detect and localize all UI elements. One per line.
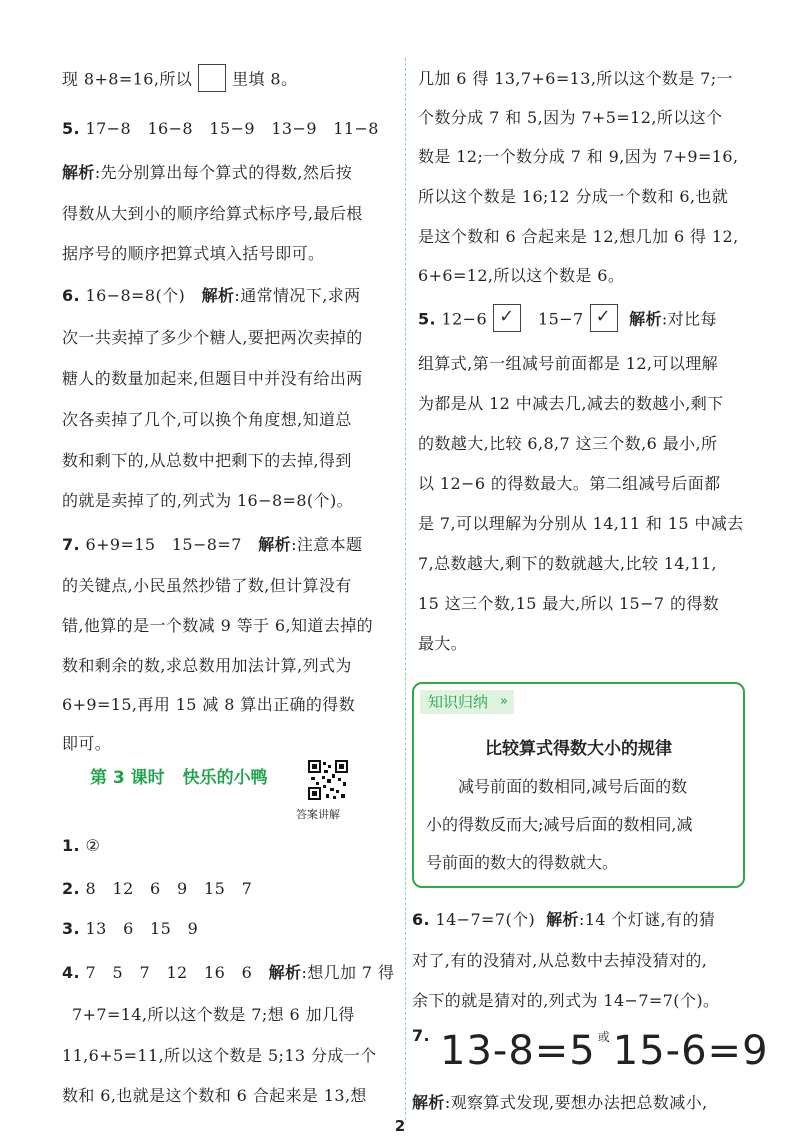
question-6-right bbox=[412, 907, 715, 930]
question-number: 6. bbox=[412, 910, 431, 929]
answer-text: 17−8 16−8 15−9 13−9 11−8 bbox=[85, 119, 379, 138]
analysis-line bbox=[62, 366, 363, 389]
question-number: 5. bbox=[418, 309, 437, 329]
answer-text: 6+9=15 15−8=7 bbox=[85, 535, 242, 554]
question-5 bbox=[62, 116, 379, 139]
analysis-line bbox=[62, 573, 352, 596]
question-7 bbox=[62, 532, 362, 555]
or-label: 或 bbox=[597, 1030, 611, 1044]
analysis-text: 6+6=12,所以这个数是 6。 bbox=[418, 266, 625, 285]
answer-text: 16−8=8(个) bbox=[85, 286, 186, 305]
analysis-text: 错,他算的是一个数减 9 等于 6,知道去掉的 bbox=[62, 616, 373, 635]
analysis-line bbox=[418, 105, 722, 128]
page-number: 2 bbox=[394, 1117, 406, 1135]
question-number: 5. bbox=[62, 119, 81, 138]
answer-text: 7 5 7 12 16 6 bbox=[85, 963, 253, 982]
analysis-line bbox=[418, 391, 724, 414]
analysis-text: 所以这个数是 16;12 分成一个数和 6,也就 bbox=[418, 187, 729, 206]
knowledge-tag bbox=[420, 690, 514, 714]
answer-text: 里填 8。 bbox=[232, 69, 298, 89]
blank-box bbox=[198, 64, 226, 92]
analysis-label: 解析 bbox=[412, 1093, 445, 1112]
analysis-text: 组算式,第一组减号前面都是 12,可以理解 bbox=[418, 354, 719, 373]
analysis-text: 得数从大到小的顺序给算式标序号,最后根 bbox=[62, 204, 363, 223]
analysis-text: 的就是卖掉了的,列式为 16−8=8(个)。 bbox=[62, 491, 353, 510]
analysis-text: :对比每 bbox=[661, 309, 717, 329]
analysis-line bbox=[62, 1083, 367, 1106]
analysis-line bbox=[412, 988, 719, 1011]
analysis-line bbox=[418, 551, 717, 574]
question-number: 6. bbox=[62, 286, 81, 305]
analysis-line bbox=[62, 201, 363, 224]
analysis-line bbox=[418, 511, 744, 534]
analysis-text: 次各卖掉了几个,可以换个角度想,知道总 bbox=[62, 410, 352, 429]
answer-4-tail bbox=[62, 66, 297, 94]
knowledge-title: 比较算式得数大小的规律 bbox=[485, 739, 672, 759]
analysis-line bbox=[418, 591, 719, 614]
analysis-text: 数和剩下的,从总数中把剩下的去掉,得到 bbox=[62, 451, 352, 470]
column-divider bbox=[405, 58, 406, 1120]
analysis-line bbox=[62, 407, 352, 430]
analysis-line bbox=[62, 731, 111, 754]
analysis-text: 个数分成 7 和 5,因为 7+5=12,所以这个 bbox=[418, 108, 723, 127]
answer-2 bbox=[62, 876, 252, 899]
analysis-text: 数和 6,也就是这个数和 6 合起来是 13,想 bbox=[62, 1086, 367, 1105]
analysis-line bbox=[62, 1043, 377, 1066]
analysis-text: :14 个灯谜,有的猜 bbox=[578, 910, 716, 929]
analysis-line bbox=[418, 431, 717, 454]
handwritten-equation: 15-6=9 bbox=[612, 1028, 769, 1074]
answer-text: 现 8+8=16,所以 bbox=[62, 69, 193, 89]
handwritten-answer bbox=[440, 1028, 769, 1074]
knowledge-text: 小的得数反而大;减号后面的数相同,减 bbox=[426, 815, 693, 834]
lesson-heading bbox=[90, 763, 286, 788]
knowledge-summary-box bbox=[412, 682, 745, 888]
analysis-line bbox=[62, 613, 373, 636]
analysis-text: 为都是从 12 中减去几,减去的数越小,剩下 bbox=[418, 394, 724, 413]
qr-caption: 答案讲解 bbox=[296, 808, 340, 821]
analysis-label: 解析 bbox=[62, 163, 95, 182]
analysis-text: 7+7=14,所以这个数是 7;想 6 加几得 bbox=[72, 1005, 355, 1024]
analysis-text: :通常情况下,求两 bbox=[234, 286, 361, 305]
analysis-line bbox=[412, 948, 707, 971]
analysis-line bbox=[418, 631, 467, 654]
analysis-text: 数是 12;一个数分成 7 和 9,因为 7+9=16, bbox=[418, 147, 739, 166]
analysis-text: 11,6+5=11,所以这个数是 5;13 分成一个 bbox=[62, 1046, 377, 1065]
analysis-text: 最大。 bbox=[418, 634, 468, 653]
answer-1 bbox=[62, 836, 100, 855]
check-box-icon bbox=[590, 304, 618, 332]
analysis-text: 几加 6 得 13,7+6=13,所以这个数是 7;一 bbox=[418, 69, 733, 88]
analysis-text: :观察算式发现,要想办法把总数减小, bbox=[444, 1093, 708, 1112]
analysis-text: 数和剩余的数,求总数用加法计算,列式为 bbox=[62, 656, 352, 675]
question-number: 4. bbox=[62, 963, 81, 982]
question-number: 7. bbox=[412, 1026, 431, 1045]
analysis-line bbox=[418, 224, 739, 247]
analysis-text: 据序号的顺序把算式填入括号即可。 bbox=[62, 244, 325, 263]
double-chevron-icon: » bbox=[500, 694, 509, 709]
answer-4 bbox=[62, 960, 394, 983]
analysis-text: 对了,有的没猜对,从总数中去掉没猜对的, bbox=[412, 951, 708, 970]
analysis-text: :注意本题 bbox=[291, 535, 363, 554]
analysis-line bbox=[418, 184, 728, 207]
analysis-label: 解析 bbox=[268, 963, 302, 982]
expression: 12−6 bbox=[441, 309, 488, 329]
analysis-text: 是 7,可以理解为分别从 14,11 和 15 中减去 bbox=[418, 514, 744, 533]
analysis-line bbox=[412, 1090, 708, 1113]
analysis-text: 是这个数和 6 合起来是 12,想几加 6 得 12, bbox=[418, 227, 739, 246]
question-5-right bbox=[418, 306, 717, 334]
question-7-right bbox=[412, 1026, 430, 1045]
handwritten-equation: 13-8=5 bbox=[440, 1028, 596, 1074]
analysis-line bbox=[72, 1002, 355, 1025]
analysis-line bbox=[62, 325, 363, 348]
analysis-text: 次一共卖掉了多少个糖人,要把两次卖掉的 bbox=[62, 328, 363, 347]
question-number: 2. bbox=[62, 879, 81, 898]
question-6 bbox=[62, 283, 361, 306]
analysis-text: 糖人的数量加起来,但题目中并没有给出两 bbox=[62, 369, 363, 388]
answer-3 bbox=[62, 916, 198, 939]
qr-code-icon[interactable] bbox=[308, 760, 348, 800]
analysis-label: 解析 bbox=[201, 286, 235, 305]
knowledge-text: 号前面的数大的得数就大。 bbox=[426, 853, 619, 872]
analysis-text: 以 12−6 的得数最大。第二组减号后面都 bbox=[418, 474, 721, 493]
analysis-text: 余下的就是猜对的,列式为 14−7=7(个)。 bbox=[412, 991, 720, 1010]
analysis-line bbox=[418, 471, 721, 494]
analysis-text: 6+9=15,再用 15 减 8 算出正确的得数 bbox=[62, 695, 356, 714]
analysis-text: 的数越大,比较 6,8,7 这三个数,6 最小,所 bbox=[418, 434, 718, 453]
analysis-line bbox=[62, 241, 324, 264]
knowledge-text: 减号前面的数相同,减号后面的数 bbox=[426, 777, 688, 796]
analysis-text: :先分别算出每个算式的得数,然后按 bbox=[94, 163, 353, 182]
analysis-text: 的关键点,小民虽然抄错了数,但计算没有 bbox=[62, 576, 352, 595]
lesson-title: 快乐的小鸭 bbox=[182, 768, 268, 788]
answer-text: 13 6 15 9 bbox=[85, 919, 199, 938]
analysis-text: :想几加 7 得 bbox=[301, 963, 395, 982]
analysis-label: 解析 bbox=[629, 309, 662, 329]
analysis-line bbox=[62, 692, 355, 715]
question-number: 3. bbox=[62, 919, 81, 938]
check-box-icon bbox=[493, 304, 521, 332]
answer-text: ② bbox=[85, 836, 101, 855]
analysis-text: 15 这三个数,15 最大,所以 15−7 的得数 bbox=[418, 594, 720, 613]
analysis-line bbox=[62, 448, 352, 471]
question-number: 7. bbox=[62, 535, 81, 554]
analysis-line bbox=[418, 351, 718, 374]
answer-text: 8 12 6 9 15 7 bbox=[85, 879, 253, 898]
analysis-label: 解析 bbox=[546, 910, 579, 929]
lesson-number: 第 3 课时 bbox=[90, 768, 165, 788]
analysis-text: 即可。 bbox=[62, 734, 112, 753]
answer-text: 14−7=7(个) bbox=[435, 910, 536, 929]
question-number: 1. bbox=[62, 836, 81, 855]
knowledge-tag-label: 知识归纳 bbox=[428, 693, 489, 711]
analysis-line bbox=[418, 263, 624, 286]
analysis-line bbox=[62, 488, 353, 511]
expression: 15−7 bbox=[538, 309, 584, 329]
analysis-line bbox=[418, 66, 733, 89]
analysis-line bbox=[62, 160, 352, 183]
analysis-label: 解析 bbox=[258, 535, 292, 554]
analysis-line bbox=[418, 144, 738, 167]
analysis-line bbox=[62, 653, 352, 676]
analysis-text: 7,总数越大,剩下的数就越大,比较 14,11, bbox=[418, 554, 718, 573]
